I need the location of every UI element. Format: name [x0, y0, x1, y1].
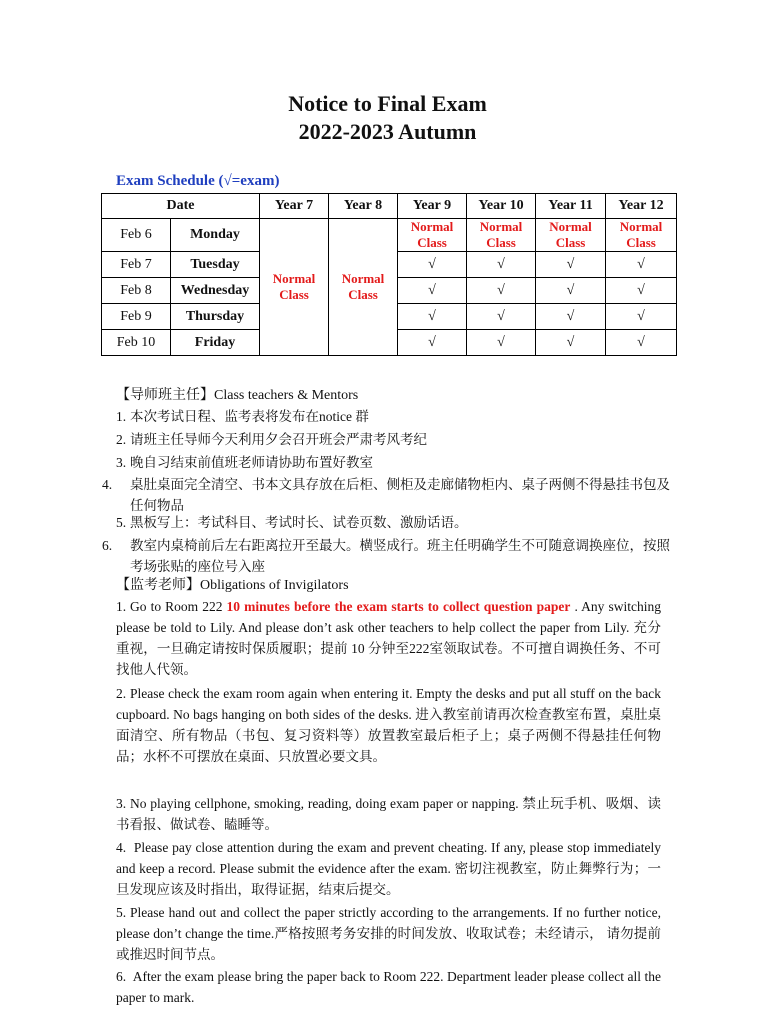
year10-cell: √ [467, 330, 536, 356]
header-year9: Year 9 [398, 194, 467, 219]
list-item [116, 429, 661, 450]
header-year8: Year 8 [329, 194, 398, 219]
item-text: Please hand out and collect the paper strictly according to the arrangements. If no further notice, please don’t change the time.严格按照考务安排的时间发放、收取试卷；未经请示， 请勿提前或推迟时间节点。 [116, 905, 661, 962]
item-number: 5. [116, 905, 127, 920]
header-year11: Year 11 [536, 194, 606, 219]
item-text: Please check the exam room again when entering it. Empty the desks and put all stuff on the back cupboard. No bags hanging on both sides of the desks. 进入教室前请再次检查教室布置，桌肚桌面清空、所有物品（书包、复习资料等）放置教室最后柜子上；桌子两侧不得悬挂任何物品；水杯不可摆放在桌面、只放置必要文具。 [116, 686, 661, 764]
year10-cell: √ [467, 252, 536, 278]
day-cell: Friday [171, 330, 260, 356]
document-title: Notice to Final Exam [288, 91, 487, 116]
item-highlight: 10 minutes before the exam starts to collect question paper [226, 599, 571, 614]
item-text: Please pay close attention during the exam and prevent cheating. If any, please stop immediately and keep a record. Please submit the evidence after the exam. 密切注视教室，防止舞弊行为；一旦发现应该及时指出，取得证据，结束后提交。 [116, 840, 661, 897]
item-number: 2. [116, 432, 127, 447]
header-year10: Year 10 [467, 194, 536, 219]
item-text: 黑板写上：考试科目、考试时长、试卷页数、激励话语。 [130, 515, 468, 530]
item-text: 本次考试日程、监考表将发布在notice 群 [130, 409, 369, 424]
list-item [116, 683, 661, 767]
year12-cell: Normal Class [606, 219, 677, 252]
header-year7: Year 7 [260, 194, 329, 219]
year10-cell: Normal Class [467, 219, 536, 252]
exam-schedule-table [101, 193, 677, 356]
year11-cell: √ [536, 330, 606, 356]
list-item [116, 837, 661, 900]
item-number: 4. [102, 477, 113, 492]
document-subtitle: 2022-2023 Autumn [298, 119, 477, 144]
list-item [116, 406, 661, 427]
date-cell: Feb 8 [102, 278, 171, 304]
header-date: Date [102, 194, 260, 219]
item-number: 1. [116, 409, 127, 424]
date-cell: Feb 10 [102, 330, 171, 356]
list-item [116, 902, 661, 965]
year11-cell: √ [536, 304, 606, 330]
item-text: 教室内桌椅前后左右距离拉开至最大。横竖成行。班主任明确学生不可随意调换座位，按照考场张贴的座位号入座 [130, 538, 670, 574]
section-heading-mentors: 【导师班主任】Class teachers & Mentors [116, 388, 359, 403]
year11-cell: √ [536, 252, 606, 278]
year12-cell: √ [606, 278, 677, 304]
year12-cell: √ [606, 330, 677, 356]
list-item [116, 966, 661, 1008]
item-text: 桌肚桌面完全清空、书本文具存放在后柜、侧柜及走廊储物柜内、桌子两侧不得悬挂书包及任何物品 [130, 477, 670, 513]
item-text-rest: . Any switching please be told to Lily. And please don’t ask other teachers to help collect the paper from Lily. 充分重视，一旦确定请按时保质履职；提前 10 分钟至222室领取试卷。不可擅自调换任务、不可找他人代领。 [116, 599, 661, 677]
year10-cell: √ [467, 304, 536, 330]
year7-normal-class: Normal Class [260, 219, 329, 356]
year9-cell: √ [398, 330, 467, 356]
year9-cell: √ [398, 278, 467, 304]
day-cell: Thursday [171, 304, 260, 330]
item-text: 晚自习结束前值班老师请协助布置好教室 [130, 455, 373, 470]
list-item [116, 452, 661, 473]
item-text: No playing cellphone, smoking, reading, doing exam paper or napping. 禁止玩手机、吸烟、读书看报、做试卷、瞌睡等。 [116, 796, 661, 832]
year9-cell: √ [398, 304, 467, 330]
item-text-prefix: Go to Room 222 [130, 599, 227, 614]
year9-cell: Normal Class [398, 219, 467, 252]
year12-cell: √ [606, 304, 677, 330]
day-cell: Tuesday [171, 252, 260, 278]
year8-normal-class: Normal Class [329, 219, 398, 356]
table-row [102, 219, 677, 252]
item-number: 5. [116, 515, 127, 530]
item-text: 请班主任导师今天利用夕会召开班会严肃考风考纪 [130, 432, 427, 447]
list-item [102, 474, 675, 516]
schedule-caption: Exam Schedule (√=exam) [116, 173, 280, 189]
section-heading-invigilators: 【监考老师】Obligations of Invigilators [116, 578, 349, 593]
day-cell: Wednesday [171, 278, 260, 304]
item-number: 1. [116, 599, 127, 614]
date-cell: Feb 9 [102, 304, 171, 330]
year12-cell: √ [606, 252, 677, 278]
header-year12: Year 12 [606, 194, 677, 219]
list-item [102, 535, 675, 577]
day-cell: Monday [171, 219, 260, 252]
list-item [116, 793, 661, 835]
year10-cell: √ [467, 278, 536, 304]
item-text: After the exam please bring the paper back to Room 222. Department leader please collect all the paper to mark. [116, 969, 661, 1005]
table-header-row [102, 194, 677, 219]
date-cell: Feb 6 [102, 219, 171, 252]
year11-cell: Normal Class [536, 219, 606, 252]
date-cell: Feb 7 [102, 252, 171, 278]
item-number: 4. [116, 840, 127, 855]
item-number: 2. [116, 686, 127, 701]
item-number: 3. [116, 796, 127, 811]
list-item [116, 512, 661, 533]
item-number: 6. [102, 538, 113, 553]
year9-cell: √ [398, 252, 467, 278]
item-number: 3. [116, 455, 127, 470]
item-number: 6. [116, 969, 127, 984]
list-item [116, 596, 661, 680]
year11-cell: √ [536, 278, 606, 304]
